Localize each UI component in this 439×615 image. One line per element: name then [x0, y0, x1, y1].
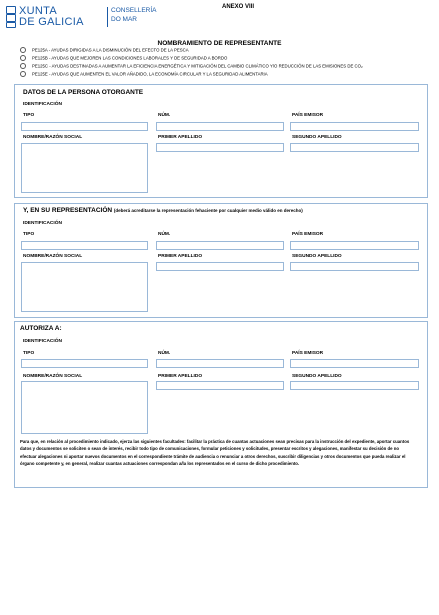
option-label: PE125A - AYUDAS DIRIGIDAS A LA DISMINUCIÓN DEL EFECTO DE LA PESCA	[32, 47, 189, 53]
option-label: PE125C - AYUDAS DESTINADAS A AUMENTAR LA EFICIENCIA ENERGÉTICA Y MITIGACIÓN DEL CAMBIO CLIMÁTICO Y/O REDUCCIÓN DE LAS EMISIONES DE CO₂	[32, 63, 363, 69]
num-label: NÚM.	[158, 113, 171, 118]
apellido2-label: SEGUNDO APELLIDO	[292, 374, 342, 379]
section-title	[23, 207, 303, 214]
option-label: PE125E - AYUDAS QUE AUMENTEN EL VALOR AÑADIDO, LA ECONOMÍA CIRCULAR Y LA SEGURIDAD ALIMENTARIA	[32, 71, 268, 77]
legal-text: Para que, en relación al procedimiento indicado, ejerza las siguientes facultades: facilitar la práctica de cuantas actuaciones sean precisas para la instrucción del expediente, aportar cuantos datos y documentos se soliciten o sean de interés, recibir todo tipo de comunicaciones, formular peticiones y solicitudes, presentar escritos y alegaciones, manifestar su decisión de no efectuar alegaciones ni aportar nuevos documentos en el correspondiente trámite de audiencia o renunciar a otros derechos, suscribir diligencias y otros documentos que pueda realizar el órgano competente y, en general, realizar cuantas actuaciones correspondan a/la los representados en el curso de dicho procedimiento.	[20, 439, 410, 467]
section-subtitle: (deberá acreditarse la representación fehaciente por cualquier medio válido en derecho)	[113, 208, 303, 213]
section-otorgante	[14, 84, 428, 198]
nombre-field[interactable]	[21, 262, 148, 312]
radio-button[interactable]	[20, 63, 26, 69]
pais-label: PAÍS EMISOR	[292, 232, 324, 237]
annex-label: ANEXO VIII	[222, 4, 255, 10]
nombre-label: NOMBRE/RAZÓN SOCIAL	[23, 254, 83, 259]
radio-button[interactable]	[20, 71, 26, 77]
nombre-label: NOMBRE/RAZÓN SOCIAL	[23, 135, 83, 140]
pais-field[interactable]	[290, 359, 419, 368]
tipo-field[interactable]	[21, 359, 148, 368]
num-field[interactable]	[156, 359, 284, 368]
document-title: NOMBRAMIENTO DE REPRESENTANTE	[157, 40, 282, 47]
nombre-label: NOMBRE/RAZÓN SOCIAL	[23, 374, 83, 379]
department-line1: CONSELLERÍA	[111, 7, 157, 14]
apellido2-label: SEGUNDO APELLIDO	[292, 254, 342, 259]
num-label: NÚM.	[158, 232, 171, 237]
option-label: PE125B - AYUDAS QUE MEJOREN LAS CONDICIONES LABORALES Y DE SEGURIDAD A BORDO	[32, 55, 228, 61]
logo-text-galicia: DE GALICIA	[19, 16, 84, 28]
apellido1-label: PRIMER APELLIDO	[158, 135, 203, 140]
radio-button[interactable]	[20, 55, 26, 61]
tipo-label: TIPO	[23, 113, 35, 118]
identification-label: IDENTIFICACIÓN	[23, 339, 62, 344]
nombre-field[interactable]	[21, 381, 148, 434]
pais-field[interactable]	[290, 241, 419, 250]
num-field[interactable]	[156, 241, 284, 250]
section-representacion	[14, 203, 428, 318]
section-title: AUTORIZA A:	[20, 325, 62, 332]
radio-button[interactable]	[20, 47, 26, 53]
xunta-emblem-icon	[6, 6, 16, 28]
option-pe125c[interactable]	[20, 63, 363, 69]
apellido2-field[interactable]	[290, 381, 419, 390]
option-pe125a[interactable]	[20, 47, 189, 53]
num-field[interactable]	[156, 122, 284, 131]
apellido2-field[interactable]	[290, 262, 419, 271]
pais-label: PAÍS EMISOR	[292, 113, 324, 118]
apellido1-label: PRIMER APELLIDO	[158, 254, 203, 259]
section-title-text: Y, EN SU REPRESENTACIÓN	[23, 207, 113, 214]
department-line2: DO MAR	[111, 16, 137, 23]
apellido1-field[interactable]	[156, 381, 284, 390]
apellido2-label: SEGUNDO APELLIDO	[292, 135, 342, 140]
logo-divider	[107, 7, 108, 27]
tipo-label: TIPO	[23, 351, 35, 356]
apellido1-field[interactable]	[156, 262, 284, 271]
num-label: NÚM.	[158, 351, 171, 356]
logo-text-xunta: XUNTA	[19, 5, 57, 17]
xunta-logo	[6, 4, 156, 34]
nombre-field[interactable]	[21, 143, 148, 193]
apellido1-field[interactable]	[156, 143, 284, 152]
apellido2-field[interactable]	[290, 143, 419, 152]
pais-label: PAÍS EMISOR	[292, 351, 324, 356]
tipo-label: TIPO	[23, 232, 35, 237]
identification-label: IDENTIFICACIÓN	[23, 102, 62, 107]
tipo-field[interactable]	[21, 241, 148, 250]
section-title: DATOS DE LA PERSONA OTORGANTE	[23, 89, 144, 96]
option-pe125e[interactable]	[20, 71, 268, 77]
option-pe125b[interactable]	[20, 55, 227, 61]
tipo-field[interactable]	[21, 122, 148, 131]
pais-field[interactable]	[290, 122, 419, 131]
apellido1-label: PRIMER APELLIDO	[158, 374, 203, 379]
identification-label: IDENTIFICACIÓN	[23, 221, 62, 226]
